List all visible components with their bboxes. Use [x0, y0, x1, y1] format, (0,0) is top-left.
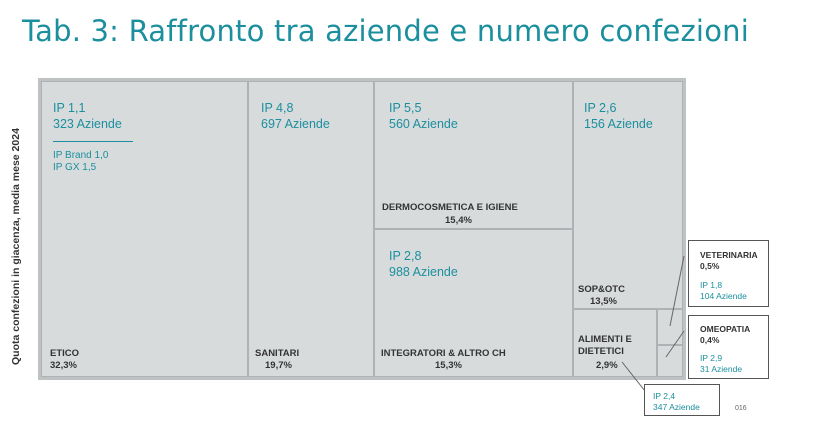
integratori-aziende-label: 988 Aziende	[389, 265, 458, 279]
treemap-cell-sanitari	[248, 81, 374, 377]
integratori-share-label: 15,3%	[435, 360, 462, 371]
alimenti-category-label	[578, 334, 648, 358]
sanitari-aziende-label: 697 Aziende	[261, 117, 330, 131]
etico-share-label: 32,3%	[50, 360, 77, 371]
dermo-category-label: DERMOCOSMETICA E IGIENE	[382, 202, 518, 213]
etico-category-label: ETICO	[50, 348, 80, 359]
veterinaria-aziende-label: 104 Aziende	[700, 291, 747, 301]
sop-category-label: SOP&OTC	[578, 284, 625, 295]
alimenti-share-label: 2,9%	[596, 360, 618, 371]
omeopatia-share-label: 0,4%	[700, 335, 720, 345]
omeopatia-callout	[688, 315, 769, 379]
treemap-cell-integratori	[374, 229, 573, 377]
sop-ip-label: IP 2,6	[584, 101, 617, 115]
omeopatia-aziende-label: 31 Aziende	[700, 364, 743, 374]
sanitari-ip-label: IP 4,8	[261, 101, 294, 115]
veterinaria-share-label: 0,5%	[700, 261, 720, 271]
etico-aziende-label: 323 Aziende	[53, 117, 122, 131]
veterinaria-callout	[688, 240, 769, 307]
sop-share-label: 13,5%	[590, 296, 617, 307]
dermo-ip-label: IP 5,5	[389, 101, 422, 115]
alimenti-aziende-label: 347 Aziende	[653, 402, 700, 412]
etico-ip-brand-label: IP Brand 1,0	[53, 150, 109, 161]
page-number: 016	[735, 405, 747, 412]
dermo-share-label: 15,4%	[445, 215, 472, 226]
treemap-cell-dermocosmetica	[374, 81, 573, 229]
integratori-ip-label: IP 2,8	[389, 249, 422, 263]
omeopatia-category-label: OMEOPATIA	[700, 324, 751, 334]
integratori-category-label: INTEGRATORI & ALTRO CH	[381, 348, 506, 359]
treemap-cell-omeopatia	[657, 345, 683, 377]
alimenti-category-text: ALIMENTI E DIETETICI	[578, 334, 632, 357]
treemap-cell-sop-otc	[573, 81, 683, 309]
y-axis-label: Quota confezioni in giacenza, media mese 2024	[10, 128, 22, 365]
treemap-cell-etico	[41, 81, 248, 377]
alimenti-ip-label: IP 2,4	[653, 391, 676, 401]
page-title: Tab. 3: Raffronto tra aziende e numero confezioni	[22, 14, 749, 48]
etico-ip-gx-label: IP GX 1,5	[53, 162, 97, 173]
dermo-aziende-label: 560 Aziende	[389, 117, 458, 131]
sanitari-category-label: SANITARI	[255, 348, 300, 359]
omeopatia-ip-label: IP 2,9	[700, 353, 723, 363]
treemap-chart	[38, 78, 686, 380]
veterinaria-category-label: VETERINARIA	[700, 250, 758, 260]
sop-aziende-label: 156 Aziende	[584, 117, 653, 131]
veterinaria-ip-label: IP 1,8	[700, 280, 723, 290]
sanitari-share-label: 19,7%	[265, 360, 292, 371]
etico-ip-label: IP 1,1	[53, 101, 86, 115]
treemap-cell-alimenti	[573, 309, 657, 377]
alimenti-callout	[644, 384, 720, 416]
treemap-cell-veterinaria	[657, 309, 683, 345]
etico-separator	[53, 141, 133, 142]
